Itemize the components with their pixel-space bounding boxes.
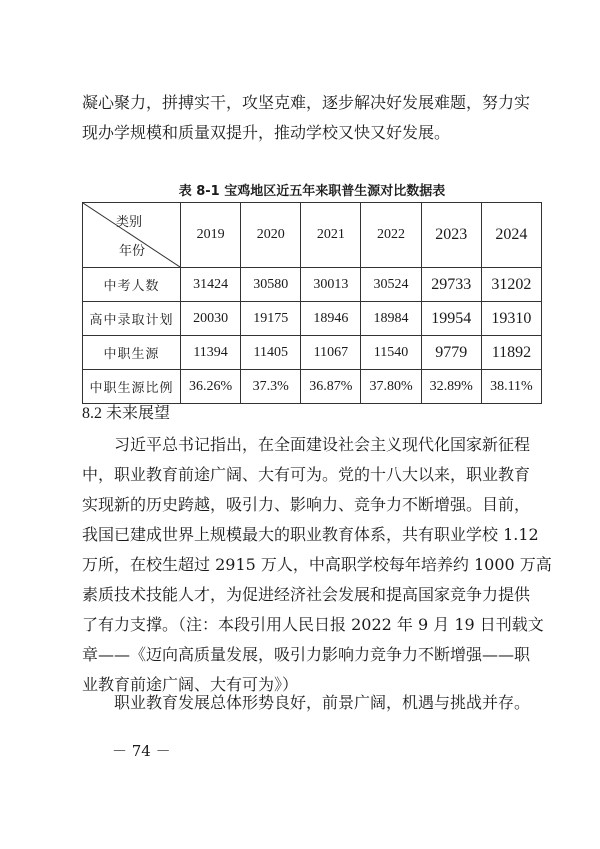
year-header: 2020 bbox=[241, 203, 301, 268]
table-cell: 37.80% bbox=[361, 370, 421, 404]
intro-line-2: 现办学规模和质量双提升，推动学校又快又好发展。 bbox=[82, 123, 451, 142]
table-cell: 20030 bbox=[181, 302, 241, 336]
table-cell: 36.87% bbox=[301, 370, 361, 404]
paragraph-line: 万所，在校生超过 2915 万人，中高职学校每年培养约 1000 万高 bbox=[82, 555, 552, 574]
body-paragraph-1 bbox=[82, 430, 552, 700]
table-cell: 19310 bbox=[481, 302, 541, 336]
table-caption: 表 8-1 宝鸡地区近五年来职普生源对比数据表 bbox=[178, 184, 446, 199]
year-header: 2019 bbox=[181, 203, 241, 268]
paragraph-line: 实现新的历史跨越，吸引力、影响力、竞争力不断增强。目前， bbox=[82, 495, 531, 514]
table-cell: 9779 bbox=[421, 336, 481, 370]
paragraph-line: 业教育前途广阔、大有可为》） bbox=[82, 675, 299, 694]
paragraph-line: 我国已建成世界上规模最大的职业教育体系，共有职业学校 1.12 bbox=[82, 525, 539, 544]
page-number: － 74 － bbox=[112, 742, 171, 760]
table-cell: 30524 bbox=[361, 268, 421, 302]
intro-paragraph bbox=[82, 88, 542, 148]
table-cell: 19175 bbox=[241, 302, 301, 336]
corner-category-label: 类别 bbox=[115, 214, 142, 229]
table-cell: 11892 bbox=[481, 336, 541, 370]
paragraph-line: 职业教育发展总体形势良好，前景广阔，机遇与挑战并存。 bbox=[114, 693, 531, 712]
table-cell: 18946 bbox=[301, 302, 361, 336]
section-heading: 8.2 未来展望 bbox=[82, 405, 171, 422]
intro-line-1: 凝心聚力，拼搏实干，攻坚克难，逐步解决好发展难题，努力实 bbox=[82, 93, 531, 112]
paragraph-line: 习近平总书记指出，在全面建设社会主义现代化国家新征程 bbox=[114, 435, 531, 454]
row-label: 中职生源 bbox=[83, 336, 181, 370]
table-cell: 32.89% bbox=[421, 370, 481, 404]
table-cell: 18984 bbox=[361, 302, 421, 336]
year-header: 2024 bbox=[481, 203, 541, 268]
year-header: 2023 bbox=[421, 203, 481, 268]
table-cell: 11067 bbox=[301, 336, 361, 370]
paragraph-line: 素质技术技能人才，为促进经济社会发展和提高国家竞争力提供 bbox=[82, 585, 531, 604]
paragraph-line: 章——《迈向高质量发展，吸引力影响力竞争力不断增强——职 bbox=[82, 645, 531, 664]
table-cell: 31424 bbox=[181, 268, 241, 302]
corner-header-cell bbox=[83, 203, 181, 268]
table-row bbox=[83, 336, 542, 370]
row-label: 高中录取计划 bbox=[83, 302, 181, 336]
table-header-row bbox=[83, 203, 542, 268]
table-row bbox=[83, 302, 542, 336]
table-cell: 37.3% bbox=[241, 370, 301, 404]
table-cell: 30013 bbox=[301, 268, 361, 302]
table-cell: 38.11% bbox=[481, 370, 541, 404]
table-row bbox=[83, 370, 542, 404]
body-paragraph-2 bbox=[82, 688, 542, 718]
table-cell: 19954 bbox=[421, 302, 481, 336]
year-header: 2021 bbox=[301, 203, 361, 268]
data-table bbox=[82, 202, 542, 404]
row-label: 中考人数 bbox=[83, 268, 181, 302]
table-cell: 36.26% bbox=[181, 370, 241, 404]
table-cell: 31202 bbox=[481, 268, 541, 302]
corner-year-label: 年份 bbox=[119, 243, 146, 258]
table-cell: 30580 bbox=[241, 268, 301, 302]
paragraph-line: 中，职业教育前途广阔、大有可为。党的十八大以来，职业教育 bbox=[82, 465, 531, 484]
table-cell: 11405 bbox=[241, 336, 301, 370]
table-cell: 29733 bbox=[421, 268, 481, 302]
table-cell: 11540 bbox=[361, 336, 421, 370]
row-label: 中职生源比例 bbox=[83, 370, 181, 404]
year-header: 2022 bbox=[361, 203, 421, 268]
table-cell: 11394 bbox=[181, 336, 241, 370]
paragraph-line: 了有力支撑。（注：本段引用人民日报 2022 年 9 月 19 日刊载文 bbox=[82, 615, 544, 634]
table-row bbox=[83, 268, 542, 302]
